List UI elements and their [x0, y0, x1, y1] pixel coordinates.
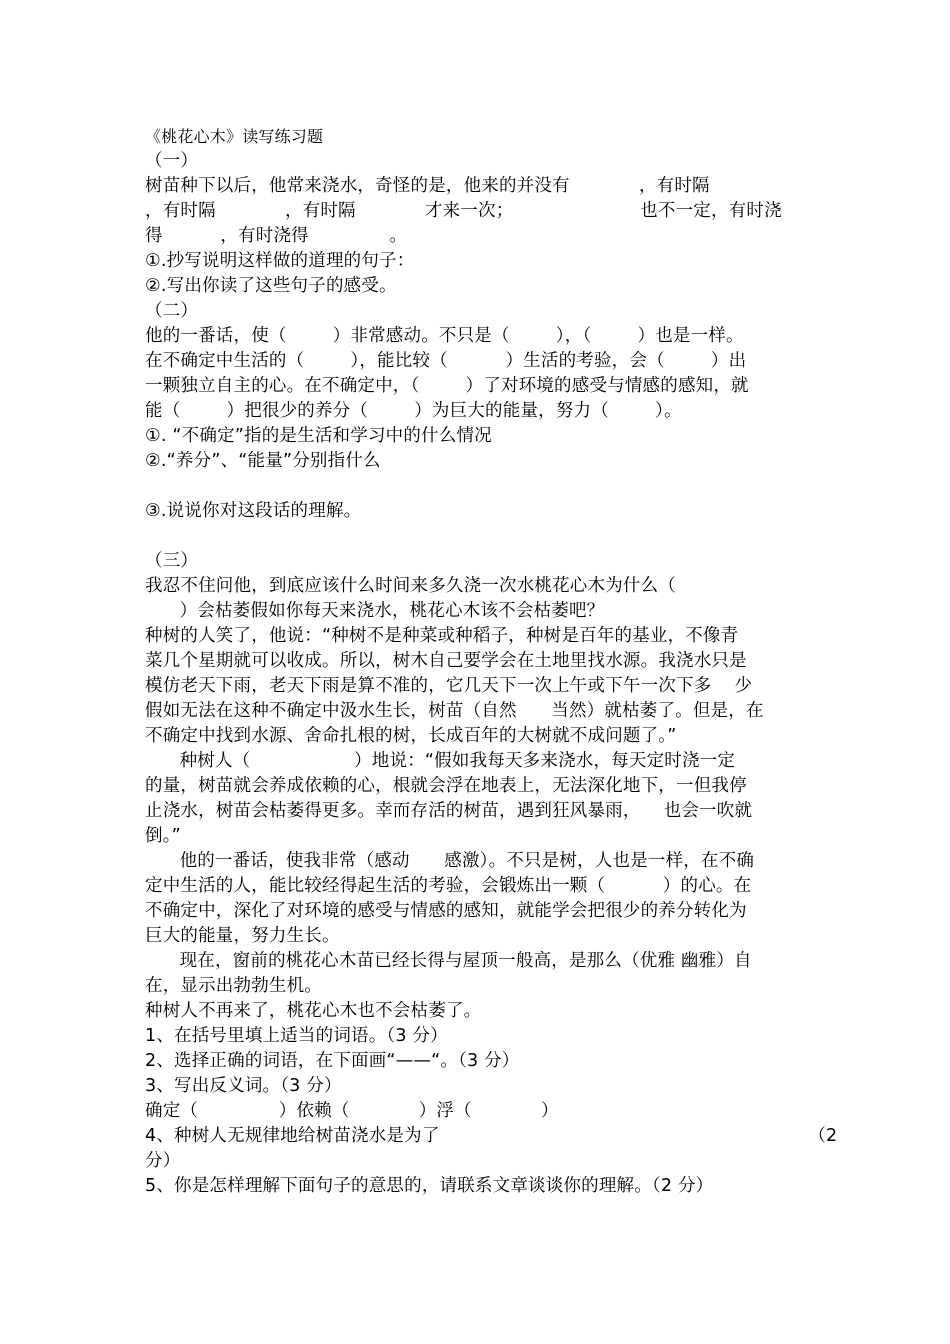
text-line: 得 ，有时浇得 。: [145, 226, 408, 246]
text-line: 我忍不住问他，到底应该什么时间来多久浇一次水桃花心木为什么（: [145, 576, 676, 596]
text-line: 菜几个星期就可以收成。所以，树木自己要学会在土地里找水源。我浇水只是: [145, 651, 747, 671]
text-line: 模仿老天下雨，老天下雨是算不准的，它几天下一次上午或下午一次下多 少: [145, 676, 753, 696]
text-line: 种树的人笑了，他说：“种树不是种菜或种稻子，种树是百年的基业，不像青: [145, 626, 739, 646]
question-line: 4、种树人无规律地给树苗浇水是为了 （2: [145, 1126, 838, 1146]
question-line: ②.写出你读了这些句子的感受。: [145, 276, 397, 296]
text-line: 他的一番话，使我非常（感动 感激）。不只是树，人也是一样，在不确: [145, 851, 755, 871]
text-line: 在，显示出勃勃生机。: [145, 976, 322, 996]
question-line: 3、写出反义词。（3 分）: [145, 1076, 342, 1096]
text-line: 的量，树苗就会养成依赖的心，根就会浮在地表上，无法深化地下，一但我停: [145, 776, 747, 796]
text-line: 假如无法在这种不确定中汲水生长，树苗（自然 当然）就枯萎了。但是，在: [145, 701, 764, 721]
text-line: 种树人（ ）地说：“假如我每天多来浇水，每天定时浇一定: [145, 751, 736, 771]
text-line: 在不确定中生活的（ ），能比较（ ）生活的考验，会（ ）出: [145, 351, 747, 371]
text-line: 能（ ）把很少的养分（ ）为巨大的能量，努力（ ）。: [145, 401, 682, 421]
question-line: 2、选择正确的词语，在下面画“——“。（3 分）: [145, 1051, 520, 1071]
text-line: 止浇水，树苗会枯萎得更多。幸而存活的树苗，遇到狂风暴雨， 也会一吹就: [145, 801, 753, 821]
text-line: 倒。”: [145, 826, 181, 846]
question-line: 确定（ ）依赖（ ）浮（ ）: [145, 1101, 559, 1121]
question-line: 分）: [145, 1151, 181, 1171]
text-line: 不确定中，深化了对环境的感受与情感的感知，就能学会把很少的养分转化为: [145, 901, 747, 921]
text-line: 一颗独立自主的心。在不确定中，（ ）了对环境的感受与情感的感知，就: [145, 376, 749, 396]
document-title: 《桃花心木》读写练习题: [145, 127, 324, 146]
section-heading-2: （二）: [145, 301, 199, 321]
question-line: 5、你是怎样理解下面句子的意思的，请联系文章谈谈你的理解。（2 分）: [145, 1176, 714, 1196]
question-line: ②.“养分”、“能量”分别指什么: [145, 451, 381, 471]
text-line: 种树人不再来了，桃花心木也不会枯萎了。: [145, 1001, 482, 1021]
text-line: 不确定中找到水源、舍命扎根的树，长成百年的大树就不成问题了。”: [145, 726, 677, 746]
text-line: 定中生活的人，能比较经得起生活的考验，会锻炼出一颗（ ）的心。在: [145, 876, 752, 896]
question-line: 1、在括号里填上适当的词语。（3 分）: [145, 1026, 448, 1046]
text-line: 现在，窗前的桃花心木苗已经长得与屋顶一般高，是那么（优雅 幽雅）自: [145, 951, 752, 971]
text-line: ，有时隔 ，有时隔 才来一次； 也不一定，有时浇: [145, 201, 782, 221]
question-line: ③.说说你对这段话的理解。: [145, 501, 362, 521]
text-line: 他的一番话，使（ ）非常感动。不只是（ ），（ ）也是一样。: [145, 326, 744, 346]
text-line: ）会枯萎假如你每天来浇水，桃花心木该不会枯萎吧？: [145, 601, 605, 621]
question-line: ①.抄写说明这样做的道理的句子：: [145, 251, 415, 271]
text-line: 巨大的能量，努力生长。: [145, 926, 340, 946]
question-line: ①. “不确定”指的是生活和学习中的什么情况: [145, 426, 492, 446]
section-heading-3: （三）: [145, 551, 199, 571]
section-heading-1: （一）: [145, 151, 199, 171]
text-line: 树苗种下以后，他常来浇水，奇怪的是，他来的并没有 ，有时隔: [145, 176, 710, 196]
